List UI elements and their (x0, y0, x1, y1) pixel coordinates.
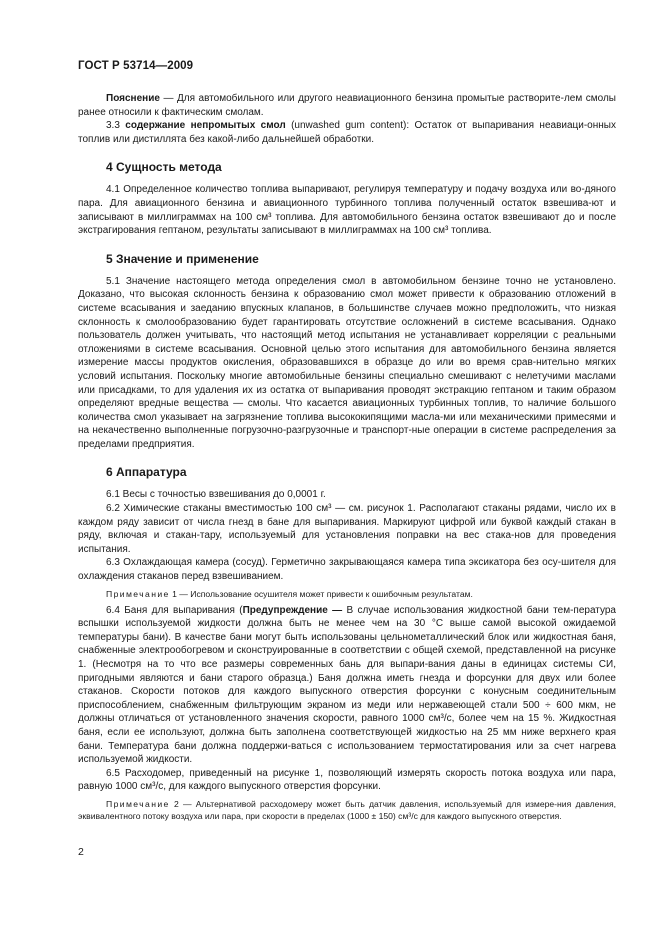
explanation-label: Пояснение (106, 93, 160, 104)
note-2 (78, 798, 616, 822)
definition-text: (unwashed gum content): Остаток от выпаривания неавиаци-онных топлив или дистиллята без какой-либо дальнейшей обработки. (78, 120, 616, 145)
paragraph-6-4-rest: В случае использования жидкостной бани тем-пература вспышки используемой жидкости должна быть не менее чем на 30 °С выше самой высокой ожидаемой температуры бани). В качестве бани могут быть использованы цельнометаллический блок или жидкостная баня, снабженные электрообогревом и сконструированные в соответствии с общей схемой, представленной на рисунке 1. (Несмотря на то что все размеры современных бань для выпари-вания даны в единицах системы СИ, пригодными являются и бани старого образца.) Баня должна иметь гнезда и форсунки для двух или более стаканов. Скорости потоков для каждого выпускного отверстия форсунки с конусным соединительным приспособлением, снабженным фильтрующим экраном из меди или нержавеющей стали 500 ÷ 600 мкм, не должны отличаться от установленного значения скорости, равного 1000 см³/с, более чем на 15 %. Жидкостная баня, если ее используют, должна быть заполнена соответствующей жидкостью на 25 мм ниже верхнего края бани. Температура бани должна поддержи-ваться с использованием термостатирования или за счет нагрева используемой жидкости. (78, 604, 616, 766)
note-2-label: Примечание (106, 798, 170, 809)
section-5-title: 5 Значение и применение (106, 251, 259, 266)
definition-3-3 (78, 119, 616, 146)
document-header: ГОСТ Р 53714—2009 (78, 60, 194, 72)
explanation-text: — Для автомобильного или другого неавиационного бензина промытые растворите-лем смолы ранее относили к фактическим смолам. (78, 93, 616, 118)
note-1-text: 1 — Использование осушителя может привести к ошибочным результатам. (169, 588, 473, 599)
page-number: 2 (78, 846, 84, 858)
definition-number: 3.3 (106, 120, 126, 132)
explanation-paragraph (78, 92, 616, 119)
note-2-text: 2 — Альтернативой расходомеру может быть датчик давления, используемый для измере-ния давления, эквивалентного потоку воздуха или пара, при скорости в пределах (1000 ± 150) см³/с для каждого выпускного отверстия. (78, 798, 616, 821)
note-1-label: Примечание (106, 588, 170, 599)
paragraph-6-4 (78, 604, 616, 767)
paragraph-5-1: 5.1 Значение настоящего метода определения смол в автомобильном бензине точно не установлено. Доказано, что высокая склонность бензина к образованию смол может привести к образованию отложений в системе всасывания и заеданию впускных клапанов, в большинстве случаев можно предположить, что низкая склонность к смолообразованию будет гарантировать отсутствие осложнений в системе всасывания. Однако пользователь должен учитывать, что настоящий метод испытания не устанавливает корреляции с реальными отложениями в системе всасывания. Основной целью этого испытания для автомобильного бензина является измерение массы продуктов окисления, образовавшихся в образце до или во время срав-нительно мягких условий испытания. Поскольку многие автомобильные бензины специально смешивают с нелетучими маслами или присадками, то для удаления их из остатка от выпаривания проводят экстракцию гептаном и таким образом определяют вредные вещества — смолы. Что касается авиационных турбинных топлив, то наличие большого количества смол указывает на загрязнение топлива высококипящими масла-ми или механическими примесями и на некачественно выполненные погрузочно-разгрузочные и транспорт-ные операции в системе распределения за пределами предприятия. (78, 275, 616, 450)
paragraph-4-1: 4.1 Определенное количество топлива выпаривают, регулируя температуру и подачу воздуха или во-дяного пара. Для авиационного бензина и авиационного турбинного топлива полученный остаток взвешива-ют и записывают в миллиграммах на 100 см³ топлива. Для автомобильного бензина остаток взвешивают до и после экстрагирования гептаном, результаты записывают в миллиграммах на 100 см³ топлива. (78, 184, 616, 237)
note-1 (78, 588, 616, 600)
paragraph-6-2: 6.2 Химические стаканы вместимостью 100 см³ — см. рисунок 1. Располагают стаканы рядами, число их в каждом ряду зависит от числа гнезд в бане для выпаривания. Маркируют цифрой или буквой каждый стакан в ряду, включая и стакан-тару, используемый для установления поправки на вес стака-нов для проведения испытания. (78, 503, 616, 555)
paragraph-6-4-start: 6.4 Баня для выпаривания ( (106, 604, 243, 616)
paragraph-6-3: 6.3 Охлаждающая камера (сосуд). Герметично закрывающаяся камера типа эксикатора без осу-шителя для охлаждения стаканов перед взвешиванием. (78, 557, 616, 583)
document-body (78, 92, 616, 822)
section-6-title: 6 Аппаратура (106, 465, 187, 480)
warning-label: Предупреждение — (242, 604, 343, 616)
paragraph-6-1: 6.1 Весы с точностью взвешивания до 0,0001 г. (106, 489, 326, 501)
paragraph-6-5: 6.5 Расходомер, приведенный на рисунке 1, позволяющий измерять скорость потока воздуха или пара, равную 1000 см³/с, для каждого выпускного отверстия форсунки. (78, 767, 616, 793)
definition-term: содержание непромытых смол (125, 120, 286, 132)
section-4-title: 4 Сущность метода (106, 160, 222, 175)
